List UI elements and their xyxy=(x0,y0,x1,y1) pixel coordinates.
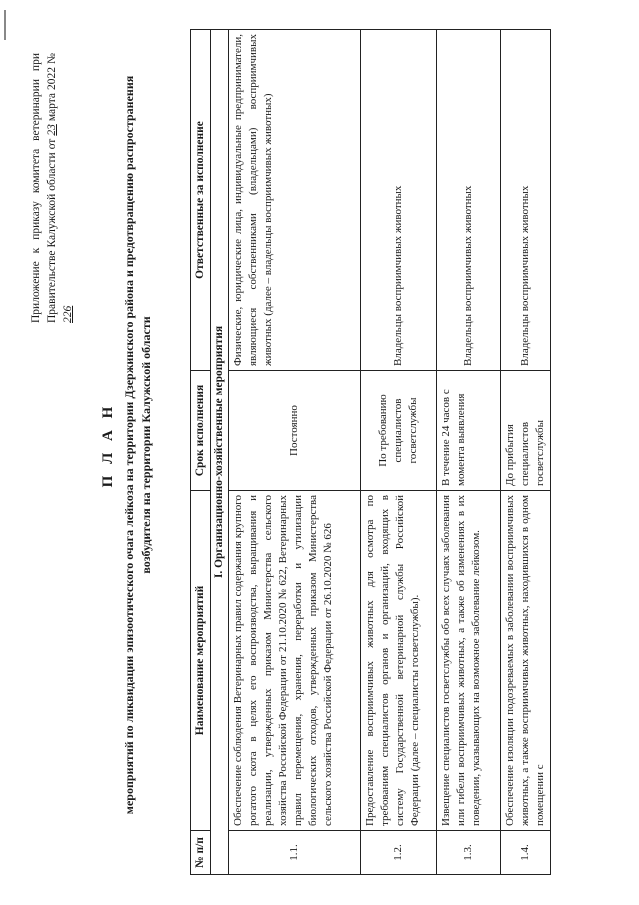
plan-table xyxy=(190,29,551,875)
table-row xyxy=(437,30,501,875)
table-header-row xyxy=(191,30,211,875)
row-name: Предоставление восприимчивых животных для осмотра по требованиям специалистов органов и организаций, входящих в систему Государственной ветеринарной службы Российской Федерации (далее – специалисты госветслужбы). xyxy=(361,491,437,831)
table-row xyxy=(501,30,551,875)
row-term: В течение 24 часов с момента выявления xyxy=(437,371,501,491)
row-resp: Владельцы восприимчивых животных xyxy=(361,30,437,371)
row-term: По требованию специалистов госветслужбы xyxy=(361,371,437,491)
row-num: 1.4. xyxy=(501,831,551,875)
row-resp: Физические, юридические лица, индивидуальные предприниматели, являющиеся собственниками (владельцами) восприимчивых животных (далее – владельцы восприимчивых животных) xyxy=(229,30,361,371)
table-row xyxy=(229,30,361,875)
appendix-note xyxy=(28,53,76,323)
row-num: 1.3. xyxy=(437,831,501,875)
row-resp: Владельцы восприимчивых животных xyxy=(437,30,501,371)
header-num: № п/п xyxy=(191,831,211,875)
row-term: До прибытия специалистов госветслужбы xyxy=(501,371,551,491)
document-title xyxy=(100,45,155,845)
row-name: Обеспечение соблюдения Ветеринарных правил содержания крупного рогатого скота в целях его воспроизводства, выращивания и реализации, утвержденных приказом Министерства сельского хозяйства Российской Федерации от 21.10.2020 № 622, Ветеринарных правил перемещения, хранения, переработки и утилизации биологических отходов, утвержденных приказом Министерства сельского хозяйства Российской Федерации от 26.10.2020 № 626 xyxy=(229,491,361,831)
header-term: Срок исполнения xyxy=(191,371,211,491)
plan-heading: П Л А Н xyxy=(100,402,116,488)
appendix-text: Приложение к приказу комитета ветеринарии при Правительстве Калужской области от xyxy=(30,53,58,323)
row-num: 1.1. xyxy=(229,831,361,875)
header-name: Наименование мероприятий xyxy=(191,491,211,831)
section-row xyxy=(211,30,229,875)
table-row xyxy=(361,30,437,875)
appendix-text-2: марта 2022 № xyxy=(46,53,58,122)
appendix-date-handwritten: 23 xyxy=(46,124,58,136)
appendix-number-handwritten: 226 xyxy=(62,305,74,323)
section-title: I. Организационно-хозяйственные мероприятия xyxy=(211,30,229,875)
plan-subtitle: мероприятий по ликвидации эпизоотического очага лейкоза на территории Дзержинского района и предотвращению распространения возбудителя на территории Калужской области xyxy=(122,75,153,815)
row-name: Обеспечение изоляции подозреваемых в заболевании восприимчивых животных, а также восприимчивых животных, находившихся в одном помещении с xyxy=(501,491,551,831)
row-term: Постоянно xyxy=(229,371,361,491)
row-resp: Владельцы восприимчивых животных xyxy=(501,30,551,371)
row-name: Извещение специалистов госветслужбы обо всех случаях заболевания или гибели восприимчивых животных, а также об изменениях в их поведении, указывающих на возможное заболевание лейкозом. xyxy=(437,491,501,831)
header-resp: Ответственные за исполнение xyxy=(191,30,211,371)
row-num: 1.2. xyxy=(361,831,437,875)
